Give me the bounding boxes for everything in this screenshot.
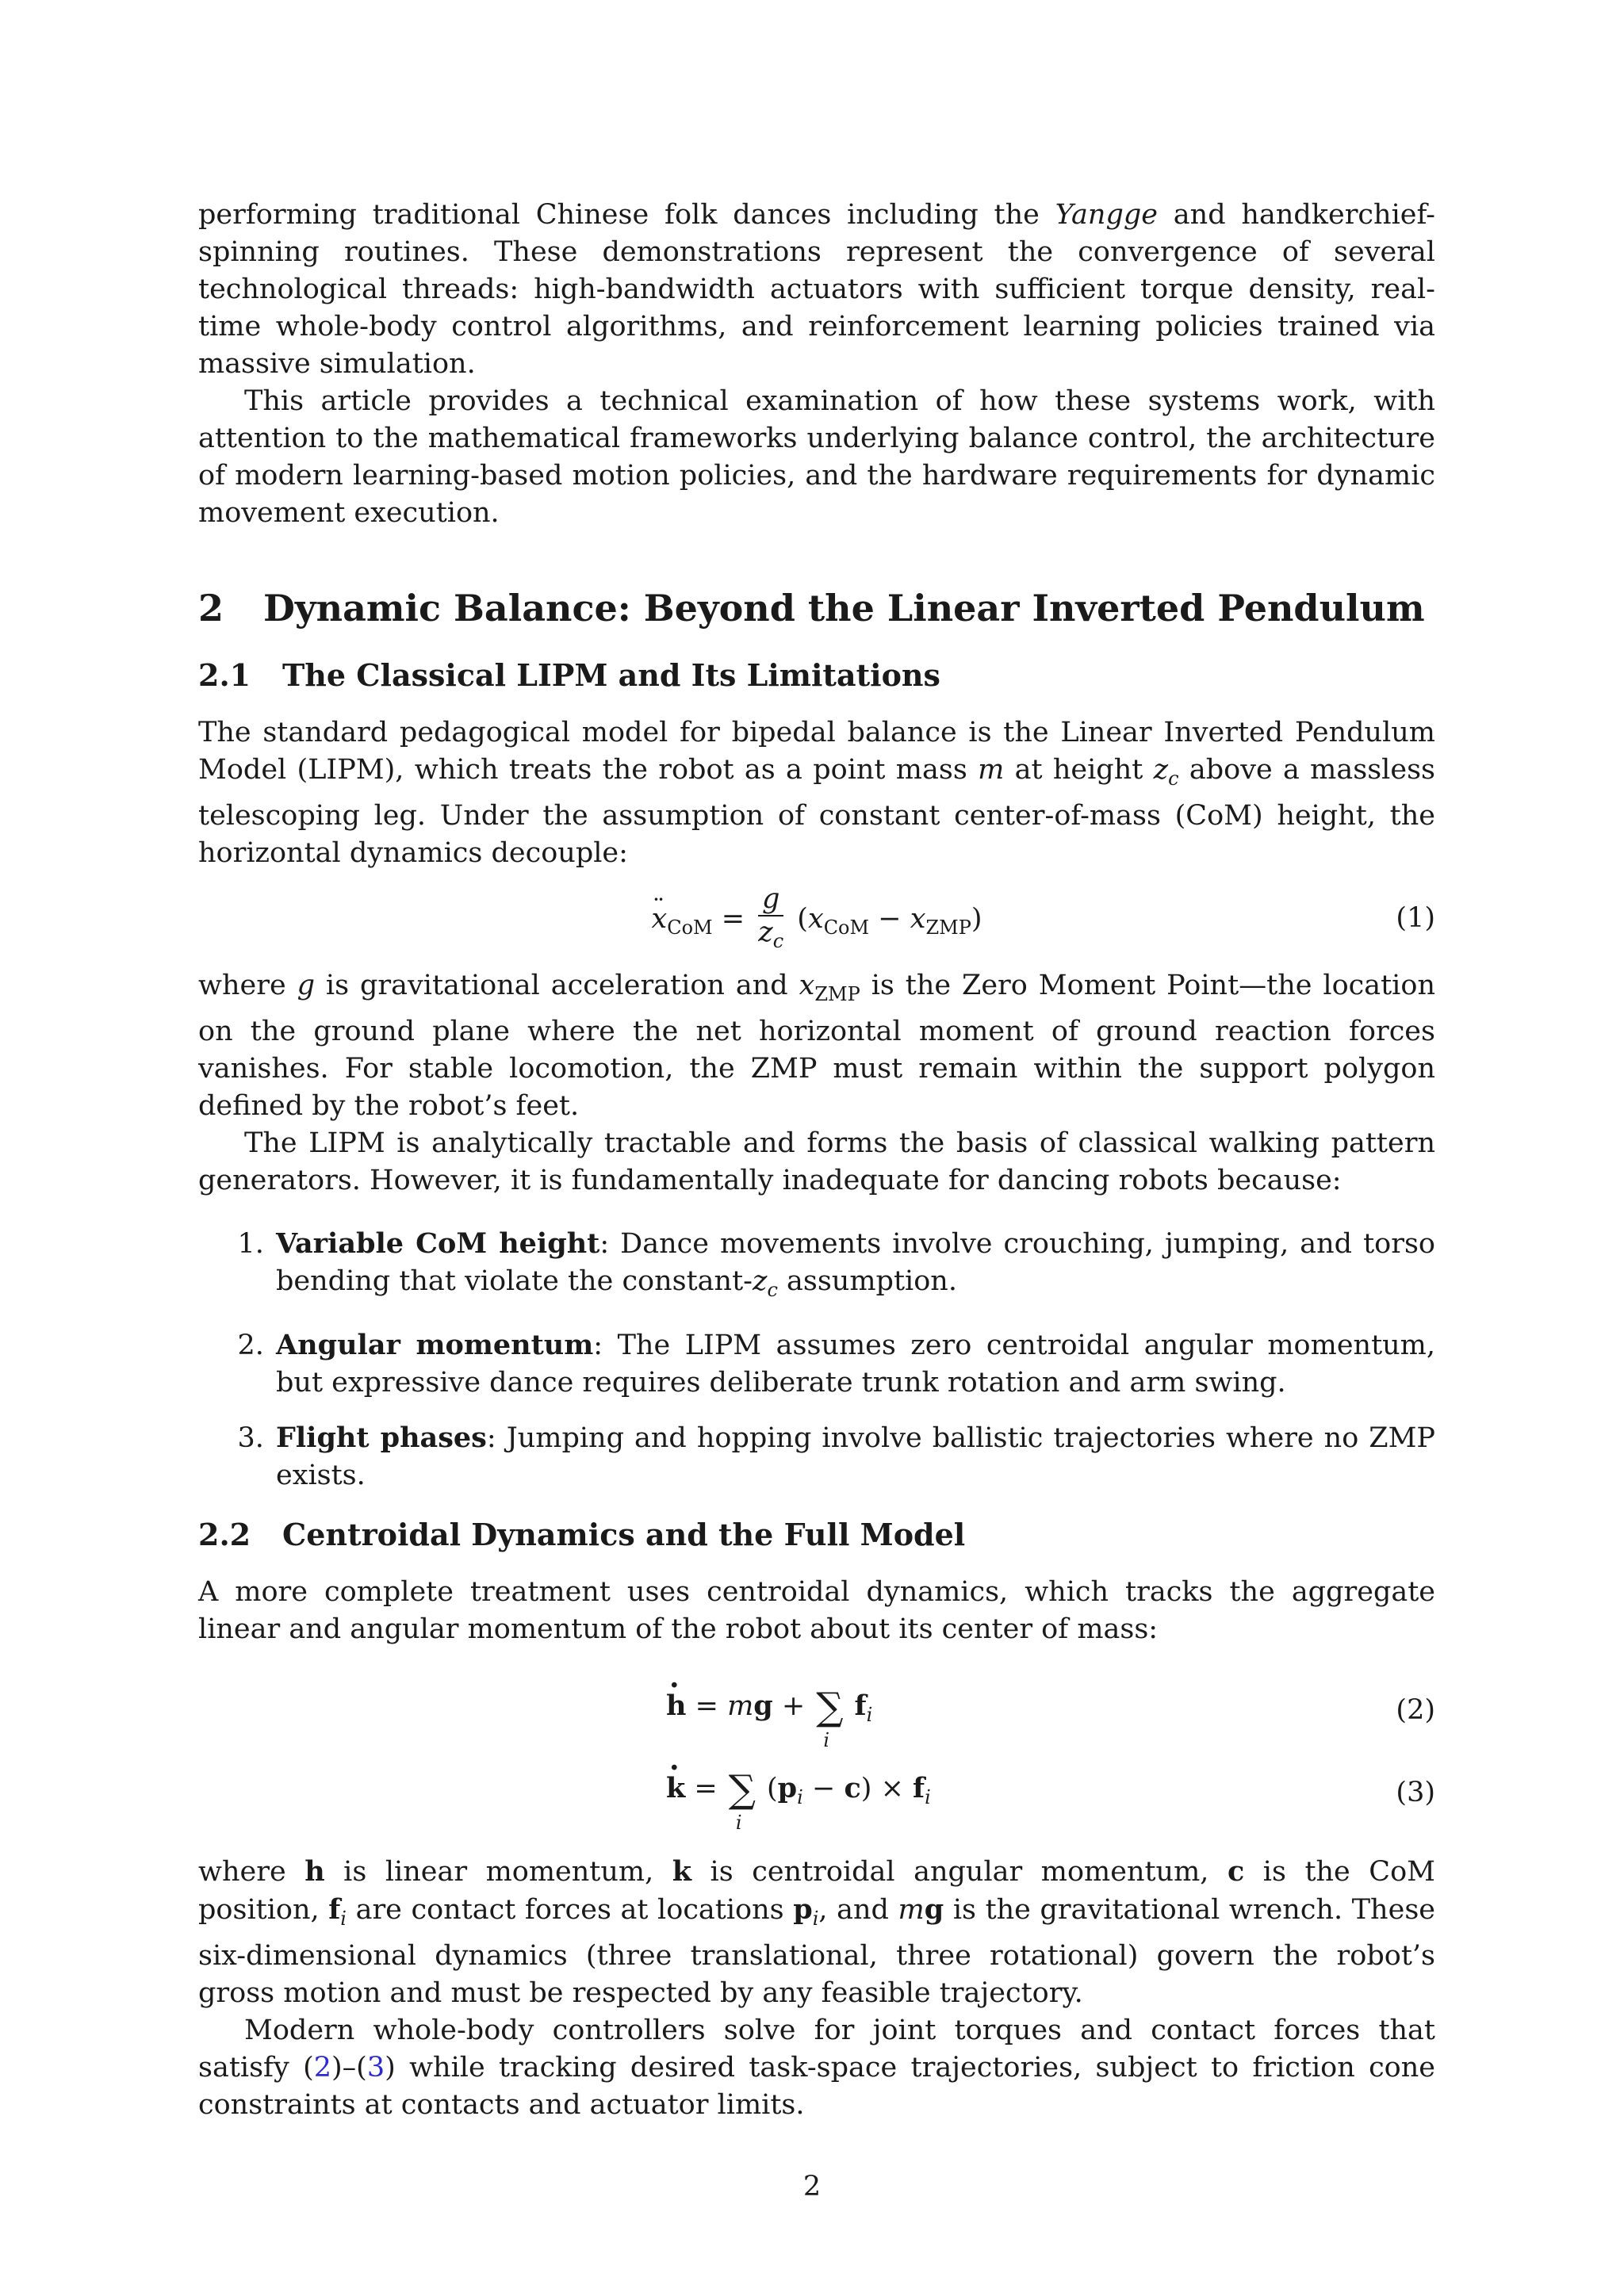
zmp-paragraph: where g is gravitational acceleration and $x_{ZMP}$ is the Zero Moment Point—the location on the ground plane where the net horizontal moment of ground reaction forces vanishes. For stable locomotion, the ZMP must remain within the support polygon defined by the robot’s feet.: [198, 970, 1435, 1122]
list-item: 2. Angular momentum: The LIPM assumes zero centroidal angular momentum, but expressive dance requires deliberate trunk rotation and arm swing.: [273, 1326, 1435, 1402]
equation-3: · k = ∑ i $(p_i - c) \times f_i$ (3): [198, 1767, 1435, 1850]
subsection-title: Centroidal Dynamics and the Full Model: [282, 1517, 966, 1552]
limitations-list: [198, 1225, 1435, 1494]
subsection-number: 2.1: [198, 657, 251, 693]
section-2-2-heading: [198, 1515, 1435, 1555]
momentum-paragraph: where h is linear momentum, k is centroidal angular momentum, c is the CoM position, $f_i$ are contact forces at locations $p_i$, and mg is the gravitational wrench. These six-dimensional dynamics (three translational, three rotational) govern the robot’s gross motion and must be respected by any feasible trajectory.: [198, 1855, 1435, 2009]
list-item: 1. Variable CoM height: Dance movements involve crouching, jumping, and torso bending that violate the constant-$z_c$ assumption.: [273, 1225, 1435, 1309]
equation-number: (1): [1396, 902, 1435, 934]
equation-number: (2): [1396, 1694, 1435, 1726]
subsection-number: 2.2: [198, 1517, 251, 1552]
section-2-1-heading: [198, 656, 1435, 695]
intro-paragraph-2: This article provides a technical examination of how these systems work, with attention to the mathematical frameworks underlying balance control, the architecture of modern learning-based motion policies, and the hardware requirements for dynamic movement execution.: [198, 385, 1435, 529]
section-number: 2: [198, 587, 224, 629]
equation-1: ¨ $x_{CoM}$ = $\frac{g}{z_c}$ $(x_{CoM} - x_{ZMP})$ (1): [198, 883, 1435, 956]
centroidal-paragraph: A more complete treatment uses centroidal dynamics, which tracks the aggregate linear and angular momentum of the robot about its center of mass:: [198, 1576, 1435, 1645]
equation-ref-link[interactable]: 3: [366, 2052, 385, 2084]
equation-2: · h = mg + ∑ i $f_i$ (2): [198, 1685, 1435, 1767]
subsection-title: The Classical LIPM and Its Limitations: [282, 657, 940, 693]
lipm-paragraph: The standard pedagogical model for bipedal balance is the Linear Inverted Pendulum Model (LIPM), which treats the robot as a point mass m at height $z_c$ above a massless telescoping leg. Under the assumption of constant center-of-mass (CoM) height, the horizontal dynamics decouple:: [198, 717, 1435, 869]
controllers-paragraph: Modern whole-body controllers solve for joint torques and contact forces that satisfy (2)–(3) while tracking desired task-space trajectories, subject to friction cone constraints at contacts and actuator limits.: [198, 2015, 1435, 2121]
equation-ref-link[interactable]: 2: [313, 2052, 332, 2084]
lipm-limitations-paragraph: The LIPM is analytically tractable and forms the basis of classical walking pattern generators. However, it is fundamentally inadequate for dancing robots because:: [198, 1127, 1435, 1196]
page-number: 2: [802, 2171, 822, 2202]
equation-number: (3): [1396, 1777, 1435, 1808]
page-body: [198, 197, 1435, 2124]
intro-paragraph-1: performing traditional Chinese folk dances including the Yangge and handkerchief-spinning routines. These demonstrations represent the convergence of several technological threads: high-bandwidth actuators with sufficient torque density, real-time whole-body control algorithms, and reinforcement learning policies trained via massive simulation.: [198, 199, 1436, 380]
section-title: Dynamic Balance: Beyond the Linear Inverted Pendulum: [263, 587, 1425, 629]
list-item: 3. Flight phases: Jumping and hopping involve ballistic trajectories where no ZMP exists.: [273, 1419, 1435, 1494]
section-2-heading: [198, 584, 1435, 632]
